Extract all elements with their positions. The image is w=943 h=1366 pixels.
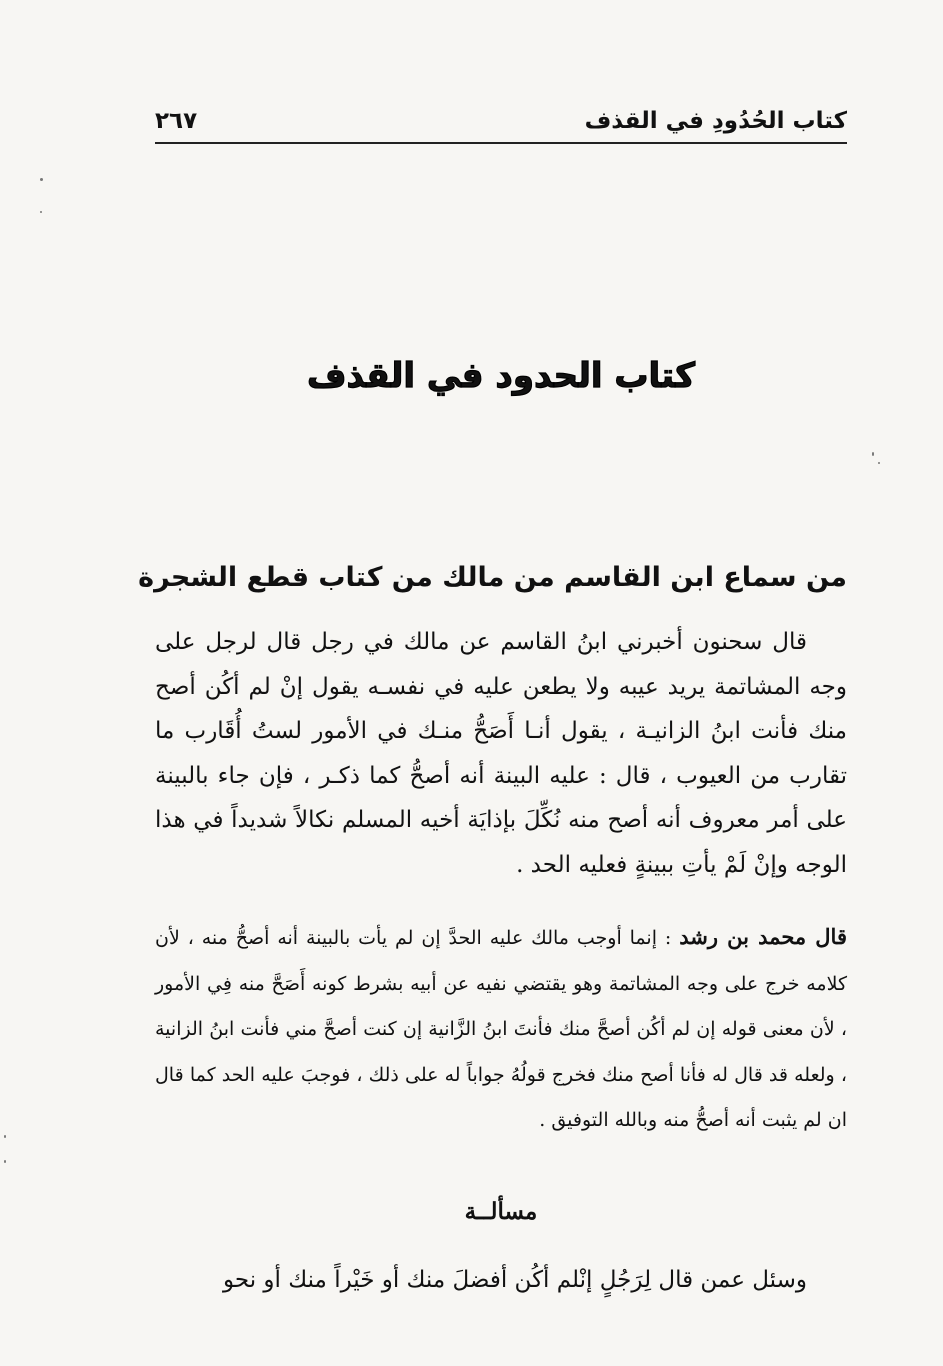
scan-speck — [4, 1135, 6, 1138]
commentary-speaker: قال محمد بن رشد — [679, 924, 847, 949]
scan-speck — [40, 178, 43, 181]
scan-speck — [40, 211, 42, 213]
scan-speck — [878, 462, 880, 464]
running-header — [155, 102, 847, 144]
scan-speck — [4, 1160, 6, 1163]
issue-heading: مسألــة — [464, 1198, 538, 1225]
chapter-title: كتاب الحدود في القذف — [307, 356, 695, 396]
issue-text — [155, 1258, 847, 1302]
commentary-paragraph — [155, 914, 847, 1144]
scan-speck — [872, 452, 874, 456]
page-number: ٢٦٧ — [155, 108, 198, 134]
section-title: من سماع ابن القاسم من مالك من كتاب قطع الشجرة — [138, 562, 847, 593]
narration-text: قال سحنون أخبرني ابنُ القاسم عن مالك في رجل قال لرجل على وجه المشاتمة يريد عيبه ولا يطعن عليه في نفسـه يقول إنْ لم أكُن أصح منك فأنت ابنُ الزانيـة ، يقول أنـا أَصَحُّ منـك في الأمور لستُ أُقَارب ما تقارب من العيوب ، قال : عليه البينة أنه أصحُّ كما ذكـر ، فإن جاء بالبينة على أمر معروف أنه أصح منه نُكِّلَ بإذايَة أخيه المسلم نكالاً شديداً في هذا الوجه وإنْ لَمْ يأتِ ببينةٍ فعليه الحد . — [155, 629, 847, 878]
narration-paragraph — [155, 620, 847, 887]
issue-text-line: وسئل عمن قال لِرَجُلٍ إنْلم أكُن أفضلَ منك أو خَيْراً منك أو نحو — [222, 1267, 807, 1293]
running-header-title: كتاب الحُدُودِ في القذف — [584, 108, 847, 134]
commentary-text: : إنما أوجب مالك عليه الحدَّ إن لم يأت بالبينة أنه أصحُّ منه ، لأن كلامه خرج على وجه المشاتمة وهو يقتضي نفيه عن أبيه بشرط كونه أَصَحَّ منه فِي الأمور ، لأن معنى قوله إن لم أكُن أصحَّ منك فأنتَ ابنُ الزَّانية إن كنت أصحَّ مني فأنت ابنُ الزانية ، ولعله قد قال له فأنا أصح منك فخرج قولُهُ جواباً له على ذلك ، فوجبَ عليه الحد كما قال ان لم يثبت أنه أصحُّ منه وبالله التوفيق . — [155, 927, 847, 1131]
